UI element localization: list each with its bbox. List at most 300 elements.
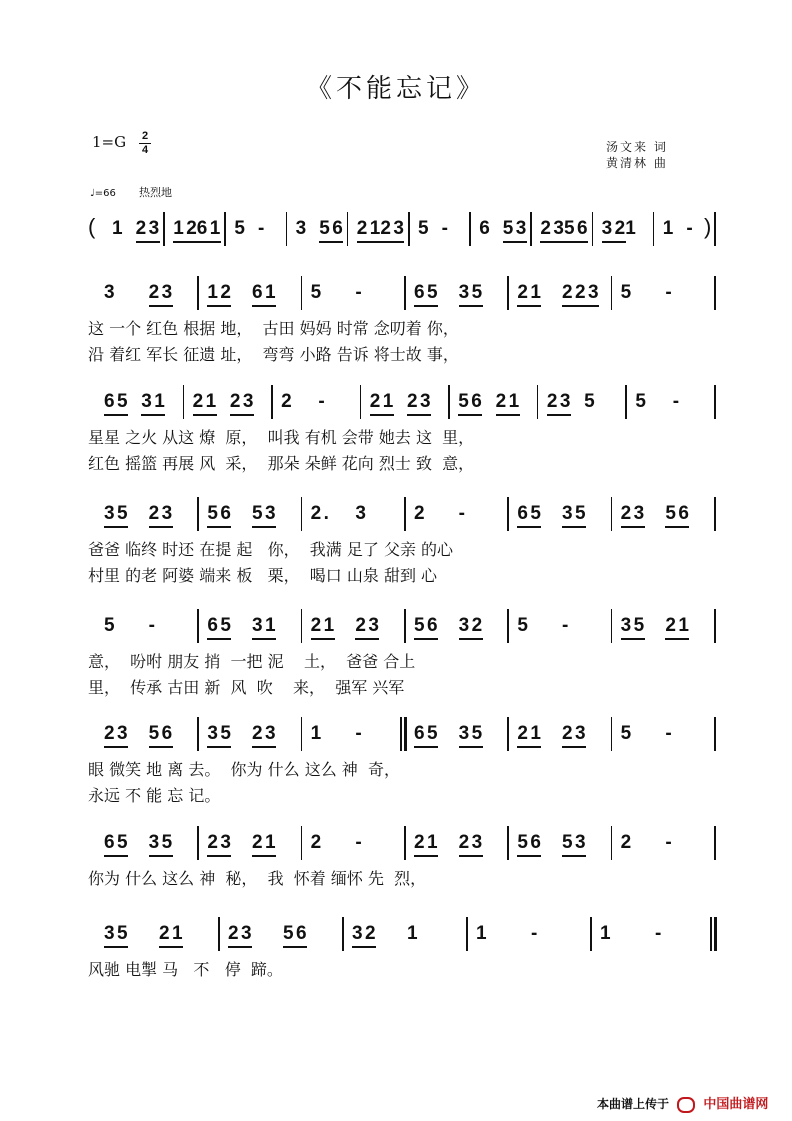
note-glyph: 5 bbox=[220, 723, 231, 744]
eighth-underline bbox=[665, 526, 689, 528]
footer-label: 本曲谱上传于 bbox=[597, 1097, 670, 1111]
note-glyph: 3 bbox=[553, 218, 564, 239]
bar-line bbox=[301, 609, 303, 643]
bar-line bbox=[163, 212, 165, 246]
note-glyph: 2 bbox=[380, 218, 391, 239]
eighth-underline bbox=[547, 414, 571, 416]
eighth-underline bbox=[602, 241, 626, 243]
eighth-underline bbox=[517, 855, 541, 857]
bar-line bbox=[653, 212, 655, 246]
bar-line bbox=[507, 826, 509, 860]
note-glyph: 2 bbox=[471, 615, 483, 636]
eighth-underline bbox=[496, 414, 520, 416]
eighth-underline bbox=[562, 305, 599, 307]
note-glyph: 2 bbox=[458, 832, 470, 853]
repeat-paren: ( bbox=[88, 214, 96, 239]
bar-line bbox=[714, 276, 716, 310]
note-glyph: - bbox=[655, 923, 662, 944]
note-glyph: - bbox=[665, 723, 672, 744]
note-glyph: 1 bbox=[427, 832, 438, 853]
note-glyph: 3 bbox=[104, 282, 115, 303]
notes-line bbox=[88, 609, 718, 643]
bar-line bbox=[714, 826, 716, 860]
bar-line bbox=[714, 385, 716, 419]
note-glyph: 1 bbox=[207, 282, 218, 303]
note-glyph: 2 bbox=[546, 391, 558, 412]
note-glyph: 2 bbox=[281, 391, 292, 412]
note-glyph: 3 bbox=[148, 218, 160, 239]
note-glyph: 3 bbox=[295, 218, 307, 239]
note-glyph: 5 bbox=[458, 391, 469, 412]
eighth-underline bbox=[149, 305, 173, 307]
note-glyph: 3 bbox=[575, 723, 586, 744]
note-glyph: 3 bbox=[458, 282, 470, 303]
eighth-underline bbox=[621, 526, 645, 528]
note-glyph: 6 bbox=[530, 832, 541, 853]
note-glyph: 2 bbox=[575, 282, 586, 303]
bar-line bbox=[469, 212, 471, 246]
bar-line bbox=[404, 497, 406, 531]
bar-line bbox=[197, 717, 199, 751]
note-glyph: 6 bbox=[252, 282, 263, 303]
notes-line bbox=[88, 497, 718, 531]
note-glyph: 2 bbox=[620, 832, 632, 853]
note-glyph: 3 bbox=[393, 218, 404, 239]
note-glyph: 3 bbox=[242, 391, 254, 412]
note-glyph: - bbox=[562, 615, 569, 636]
lyric-verse-1: 星星 之火 从这 燎 原， 叫我 有机 会带 她去 这 里， bbox=[88, 428, 475, 447]
bar-line bbox=[197, 826, 199, 860]
note-glyph: 2 bbox=[665, 615, 676, 636]
note-glyph: - bbox=[686, 218, 693, 239]
note-glyph: - bbox=[672, 391, 680, 412]
note-glyph: 2 bbox=[540, 218, 551, 239]
eighth-underline bbox=[283, 946, 307, 948]
note-glyph: 2 bbox=[228, 923, 239, 944]
eighth-underline bbox=[357, 241, 381, 243]
eighth-underline bbox=[517, 305, 541, 307]
bar-line bbox=[714, 917, 717, 951]
note-glyph: 2 bbox=[614, 218, 626, 239]
note-glyph: 2 bbox=[414, 832, 425, 853]
note-glyph: 3 bbox=[559, 391, 571, 412]
note-glyph: 1 bbox=[112, 218, 123, 239]
eighth-underline bbox=[459, 855, 483, 857]
eighth-underline bbox=[414, 638, 438, 640]
bar-line bbox=[714, 497, 716, 531]
bar-line bbox=[625, 385, 627, 419]
note-glyph: - bbox=[355, 832, 362, 853]
note-glyph: 3 bbox=[355, 503, 366, 524]
notes-line bbox=[88, 826, 718, 860]
note-glyph: 1 bbox=[172, 923, 183, 944]
note-glyph: 3 bbox=[420, 391, 431, 412]
bar-line bbox=[271, 385, 273, 419]
eighth-underline bbox=[104, 414, 128, 416]
note-glyph: 2 bbox=[207, 832, 218, 853]
note-glyph: . bbox=[323, 503, 329, 524]
bar-line bbox=[301, 826, 303, 860]
note-glyph: 2 bbox=[620, 503, 632, 524]
eighth-underline bbox=[207, 746, 231, 748]
eighth-underline bbox=[252, 638, 276, 640]
note-glyph: 5 bbox=[117, 391, 128, 412]
note-glyph: 2 bbox=[159, 923, 170, 944]
notes-line bbox=[88, 212, 718, 246]
notes-line bbox=[88, 276, 718, 310]
note-glyph: 6 bbox=[414, 282, 425, 303]
key-signature: 1=G bbox=[92, 133, 127, 151]
repeat-paren: ) bbox=[704, 214, 712, 239]
note-glyph: 5 bbox=[104, 615, 115, 636]
note-glyph: - bbox=[355, 723, 362, 744]
notes-line bbox=[88, 385, 718, 419]
note-glyph: - bbox=[355, 282, 362, 303]
time-signature-top: 2 bbox=[141, 130, 149, 142]
score-title: 《不能忘记》 bbox=[305, 74, 486, 104]
note-glyph: - bbox=[441, 218, 448, 239]
eighth-underline bbox=[540, 241, 564, 243]
eighth-underline bbox=[149, 855, 173, 857]
note-glyph: 1 bbox=[369, 218, 381, 239]
note-glyph: 3 bbox=[104, 503, 115, 524]
note-glyph: 1 bbox=[678, 615, 689, 636]
notes-line bbox=[88, 717, 718, 751]
note-glyph: 5 bbox=[562, 832, 573, 853]
note-glyph: 5 bbox=[418, 218, 429, 239]
note-glyph: 2 bbox=[407, 391, 418, 412]
note-glyph: 1 bbox=[205, 391, 217, 412]
note-glyph: 5 bbox=[310, 282, 322, 303]
bar-line bbox=[507, 276, 509, 310]
eighth-underline bbox=[562, 855, 586, 857]
note-glyph: 5 bbox=[564, 218, 575, 239]
note-glyph: 6 bbox=[104, 832, 115, 853]
note-glyph: 3 bbox=[515, 218, 527, 239]
note-glyph: 3 bbox=[141, 391, 152, 412]
note-glyph: 3 bbox=[104, 923, 115, 944]
note-glyph: 5 bbox=[148, 723, 160, 744]
bar-line bbox=[611, 826, 613, 860]
eighth-underline bbox=[104, 746, 128, 748]
note-glyph: 1 bbox=[407, 923, 418, 944]
note-glyph: 5 bbox=[635, 391, 646, 412]
note-glyph: 6 bbox=[220, 503, 231, 524]
note-glyph: 2 bbox=[135, 218, 147, 239]
note-glyph: 2 bbox=[562, 282, 573, 303]
eighth-underline bbox=[370, 414, 394, 416]
eighth-underline bbox=[311, 638, 335, 640]
note-glyph: 5 bbox=[584, 391, 595, 412]
note-glyph: - bbox=[258, 218, 265, 239]
eighth-underline bbox=[252, 746, 276, 748]
tempo-marking bbox=[90, 184, 172, 200]
eighth-underline bbox=[207, 526, 231, 528]
note-glyph: 3 bbox=[148, 832, 160, 853]
note-glyph: 1 bbox=[323, 615, 335, 636]
lyric-verse-1: 你为 什么 这么 神 秘， 我 怀着 缅怀 先 烈， bbox=[88, 869, 427, 888]
eighth-underline bbox=[197, 241, 221, 243]
note-glyph: 3 bbox=[633, 503, 645, 524]
note-glyph: 6 bbox=[479, 218, 490, 239]
note-glyph: - bbox=[531, 923, 538, 944]
note-glyph: 1 bbox=[154, 391, 165, 412]
note-glyph: 5 bbox=[517, 832, 528, 853]
note-glyph: 1 bbox=[382, 391, 394, 412]
eighth-underline bbox=[517, 746, 541, 748]
note-glyph: - bbox=[148, 615, 155, 636]
note-glyph: 3 bbox=[241, 923, 252, 944]
note-glyph: 5 bbox=[414, 615, 425, 636]
bar-line bbox=[592, 212, 594, 246]
lyric-verse-1: 眼 微笑 地 离 去。 你为 什么 这么 神 奇， bbox=[88, 760, 400, 779]
note-glyph: 5 bbox=[117, 503, 128, 524]
note-glyph: 1 bbox=[625, 218, 636, 239]
lyric-verse-1: 爸爸 临终 时还 在提 起 你， 我满 足了 父亲 的心 bbox=[88, 540, 454, 559]
eighth-underline bbox=[355, 638, 379, 640]
note-glyph: 2 bbox=[186, 218, 197, 239]
bar-line bbox=[611, 717, 613, 751]
bar-line bbox=[347, 212, 349, 246]
eighth-underline bbox=[380, 241, 404, 243]
note-glyph: 5 bbox=[633, 615, 645, 636]
bar-line bbox=[611, 609, 613, 643]
upload-footer bbox=[597, 1093, 768, 1113]
note-glyph: 5 bbox=[252, 503, 263, 524]
note-glyph: 3 bbox=[117, 723, 128, 744]
bar-line bbox=[590, 917, 592, 951]
bar-line bbox=[197, 276, 199, 310]
note-glyph: 2 bbox=[192, 391, 204, 412]
note-glyph: 5 bbox=[471, 723, 483, 744]
note-glyph: 6 bbox=[161, 723, 173, 744]
eighth-underline bbox=[230, 414, 254, 416]
bar-line bbox=[286, 212, 288, 246]
note-glyph: 2 bbox=[356, 218, 368, 239]
note-glyph: 5 bbox=[117, 923, 128, 944]
note-glyph: 6 bbox=[678, 503, 689, 524]
note-glyph: 2 bbox=[355, 615, 366, 636]
note-glyph: 2 bbox=[365, 923, 376, 944]
bar-line bbox=[404, 609, 406, 643]
eighth-underline bbox=[104, 855, 128, 857]
note-glyph: 6 bbox=[471, 391, 482, 412]
eighth-underline bbox=[207, 855, 231, 857]
eighth-underline bbox=[141, 414, 165, 416]
bar-line bbox=[611, 276, 613, 310]
note-glyph: 2 bbox=[310, 832, 322, 853]
eighth-underline bbox=[104, 526, 128, 528]
notes-line bbox=[88, 917, 718, 951]
note-glyph: 5 bbox=[161, 832, 173, 853]
bar-line bbox=[710, 917, 712, 951]
eighth-underline bbox=[159, 946, 183, 948]
eighth-underline bbox=[458, 414, 482, 416]
bar-line bbox=[530, 212, 532, 246]
eighth-underline bbox=[665, 638, 689, 640]
note-glyph: 3 bbox=[161, 503, 173, 524]
note-glyph: 1 bbox=[530, 282, 541, 303]
bar-line bbox=[714, 212, 716, 246]
eighth-underline bbox=[252, 526, 276, 528]
note-glyph: 2 bbox=[252, 723, 263, 744]
note-glyph: 3 bbox=[458, 615, 470, 636]
eighth-underline bbox=[207, 305, 231, 307]
note-glyph: 1 bbox=[265, 832, 276, 853]
lyricist-credit: 汤文来 词 bbox=[606, 140, 668, 154]
bar-line bbox=[408, 212, 410, 246]
note-glyph: 6 bbox=[577, 218, 588, 239]
bar-line bbox=[448, 385, 450, 419]
note-glyph: 2 bbox=[369, 391, 381, 412]
note-glyph: 5 bbox=[319, 218, 330, 239]
note-glyph: 6 bbox=[427, 615, 438, 636]
note-glyph: 3 bbox=[562, 503, 573, 524]
bar-line bbox=[404, 826, 406, 860]
note-glyph: 6 bbox=[296, 923, 307, 944]
note-glyph: 5 bbox=[283, 923, 294, 944]
tempo-value: ♩=66 bbox=[90, 188, 116, 199]
eighth-underline bbox=[459, 638, 483, 640]
bar-line bbox=[714, 609, 716, 643]
note-glyph: 3 bbox=[252, 615, 263, 636]
eighth-underline bbox=[104, 946, 128, 948]
lyric-verse-1: 风驰 电掣 马 不 停 蹄。 bbox=[88, 960, 283, 979]
note-glyph: 1 bbox=[600, 923, 611, 944]
eighth-underline bbox=[252, 305, 276, 307]
note-glyph: 3 bbox=[601, 218, 613, 239]
note-glyph: 2 bbox=[495, 391, 507, 412]
note-glyph: 1 bbox=[310, 723, 322, 744]
note-glyph: 6 bbox=[207, 615, 218, 636]
note-glyph: 3 bbox=[368, 615, 379, 636]
composer-credit: 黄清林 曲 bbox=[606, 156, 668, 170]
eighth-underline bbox=[459, 746, 483, 748]
bar-line bbox=[183, 385, 185, 419]
bar-line bbox=[466, 917, 468, 951]
lyric-verse-2: 红色 摇篮 再展 风 采， 那朵 朵鲜 花向 烈士 致 意， bbox=[88, 454, 475, 473]
eighth-underline bbox=[414, 855, 438, 857]
note-glyph: 1 bbox=[265, 615, 276, 636]
note-glyph: 2 bbox=[148, 282, 160, 303]
note-glyph: 6 bbox=[196, 218, 208, 239]
note-glyph: 3 bbox=[620, 615, 632, 636]
note-glyph: 1 bbox=[265, 282, 276, 303]
note-glyph: - bbox=[665, 282, 672, 303]
note-glyph: 3 bbox=[220, 832, 231, 853]
note-glyph: 2 bbox=[517, 723, 528, 744]
note-glyph: 2 bbox=[252, 832, 263, 853]
eighth-underline bbox=[621, 638, 645, 640]
note-glyph: 2 bbox=[148, 503, 160, 524]
note-glyph: 2 bbox=[220, 282, 231, 303]
tempo-style: 热烈地 bbox=[139, 186, 173, 199]
bar-line bbox=[301, 276, 303, 310]
note-glyph: 2 bbox=[517, 282, 528, 303]
bar-line bbox=[342, 917, 344, 951]
note-glyph: 6 bbox=[414, 723, 425, 744]
eighth-underline bbox=[252, 855, 276, 857]
note-glyph: 6 bbox=[332, 218, 343, 239]
eighth-underline bbox=[136, 241, 160, 243]
bar-line bbox=[714, 717, 716, 751]
bar-line bbox=[301, 497, 303, 531]
note-glyph: 5 bbox=[220, 615, 231, 636]
bar-line bbox=[537, 385, 539, 419]
eighth-underline bbox=[149, 746, 173, 748]
note-glyph: 5 bbox=[620, 723, 632, 744]
note-glyph: 2 bbox=[562, 723, 573, 744]
note-glyph: 1 bbox=[530, 723, 541, 744]
note-glyph: 3 bbox=[458, 723, 470, 744]
bar-line bbox=[404, 276, 406, 310]
bar-line bbox=[507, 609, 509, 643]
note-glyph: 3 bbox=[588, 282, 599, 303]
eighth-underline bbox=[319, 241, 343, 243]
note-glyph: 5 bbox=[575, 503, 586, 524]
bar-line bbox=[404, 717, 407, 751]
note-glyph: 3 bbox=[207, 723, 218, 744]
brand-logo-icon bbox=[677, 1097, 695, 1113]
note-glyph: 5 bbox=[234, 218, 245, 239]
note-glyph: 1 bbox=[662, 218, 674, 239]
eighth-underline bbox=[352, 946, 376, 948]
note-glyph: 5 bbox=[502, 218, 514, 239]
eighth-underline bbox=[564, 241, 588, 243]
note-glyph: 3 bbox=[575, 832, 586, 853]
bar-line bbox=[507, 497, 509, 531]
note-glyph: - bbox=[458, 503, 465, 524]
lyric-verse-1: 意， 吩咐 朋友 捎 一把 泥 土， 爸爸 合上 bbox=[88, 652, 416, 671]
note-glyph: 3 bbox=[471, 832, 483, 853]
eighth-underline bbox=[414, 305, 438, 307]
note-glyph: 5 bbox=[427, 723, 438, 744]
eighth-underline bbox=[517, 526, 541, 528]
footer-brand[interactable]: 中国曲谱网 bbox=[703, 1097, 769, 1112]
note-glyph: 5 bbox=[471, 282, 483, 303]
note-glyph: 2 bbox=[310, 503, 322, 524]
eighth-underline bbox=[459, 305, 483, 307]
note-glyph: - bbox=[318, 391, 325, 412]
note-glyph: 3 bbox=[265, 723, 276, 744]
bar-line bbox=[197, 497, 199, 531]
note-glyph: 2 bbox=[104, 723, 115, 744]
note-glyph: 3 bbox=[161, 282, 173, 303]
eighth-underline bbox=[193, 414, 217, 416]
note-glyph: 2 bbox=[414, 503, 425, 524]
eighth-underline bbox=[228, 946, 252, 948]
note-glyph: 5 bbox=[665, 503, 676, 524]
note-glyph: 6 bbox=[104, 391, 115, 412]
note-glyph: - bbox=[665, 832, 672, 853]
lyric-verse-2: 沿 着红 军长 征遗 址， 弯弯 小路 告诉 将士故 事， bbox=[88, 345, 459, 364]
lyric-verse-2: 里， 传承 古田 新 风 吹 来， 强军 兴军 bbox=[88, 678, 405, 697]
eighth-underline bbox=[149, 526, 173, 528]
bar-line bbox=[218, 917, 220, 951]
note-glyph: 3 bbox=[352, 923, 363, 944]
note-glyph: 5 bbox=[517, 615, 528, 636]
note-glyph: 2 bbox=[310, 615, 322, 636]
note-glyph: 1 bbox=[173, 218, 184, 239]
lyric-verse-2: 村里 的老 阿婆 端来 板 栗， 喝口 山泉 甜到 心 bbox=[88, 566, 438, 585]
eighth-underline bbox=[173, 241, 197, 243]
note-glyph: 5 bbox=[620, 282, 632, 303]
eighth-underline bbox=[503, 241, 527, 243]
note-glyph: 5 bbox=[530, 503, 541, 524]
credits bbox=[606, 139, 668, 171]
note-glyph: 2 bbox=[229, 391, 241, 412]
eighth-underline bbox=[562, 746, 586, 748]
